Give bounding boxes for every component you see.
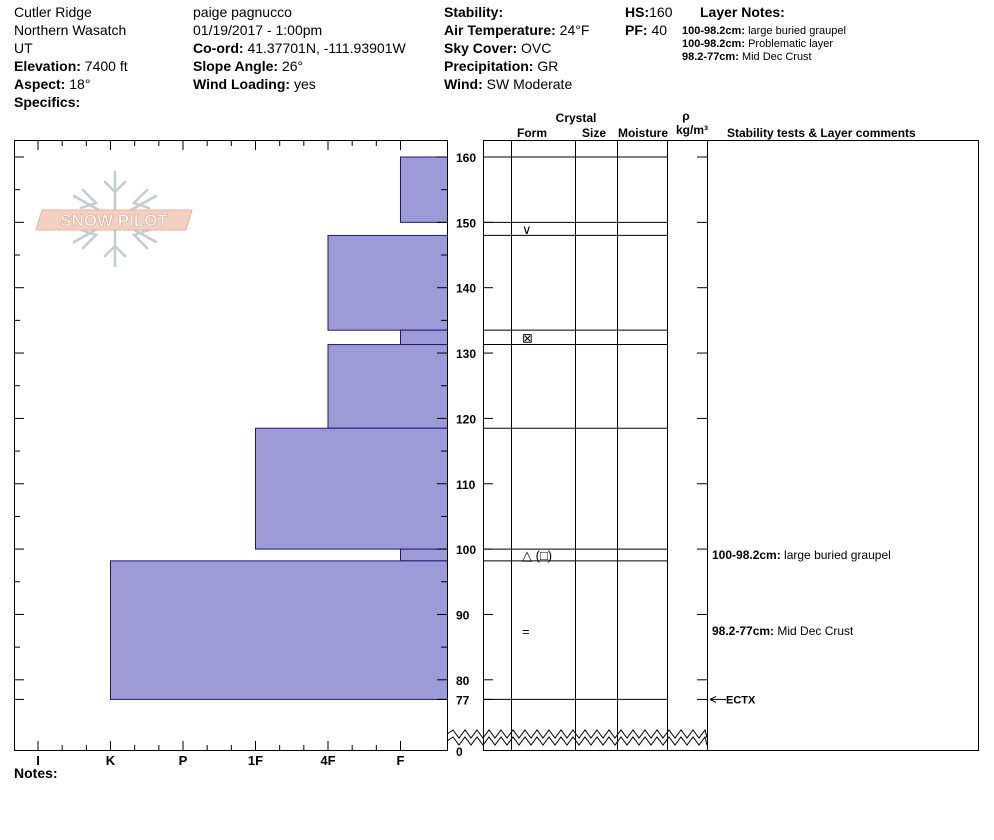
coord-value: 41.37701N, -111.93901W	[247, 40, 406, 56]
height-label-140: 140	[456, 281, 477, 296]
height-label-80: 80	[456, 673, 470, 688]
logo-text: SNOW PILOT	[60, 211, 168, 230]
mountain-range: Northern Wasatch	[14, 22, 127, 38]
hardness-axis-label-I: I	[36, 753, 40, 768]
height-label-77: 77	[456, 693, 470, 708]
hardness-axis-label-K: K	[105, 753, 116, 768]
pf-label: PF:	[625, 22, 648, 38]
notes-label: Notes:	[14, 765, 58, 781]
height-label-90: 90	[456, 608, 470, 623]
crystal-form-symbol-3: =	[522, 623, 530, 639]
hardness-layer-bar-0	[401, 157, 448, 222]
moisture-header: Moisture	[617, 126, 669, 140]
wind-label: Wind:	[444, 76, 483, 92]
layer-notes-title: Layer Notes:	[700, 4, 785, 20]
wind-loading-label: Wind Loading:	[193, 76, 291, 92]
crystal-header: Crystal	[555, 111, 597, 125]
wind-value: SW Moderate	[486, 76, 573, 92]
crystal-form-symbol-2: △ (□)	[522, 547, 553, 563]
air-temp-value: 24°F	[559, 22, 590, 38]
crystal-form-symbol-0: ∨	[522, 221, 532, 237]
hardness-axis-label-F: F	[396, 753, 405, 768]
aspect-label: Aspect:	[14, 76, 66, 92]
layer-comment-text: Mid Dec Crust	[777, 623, 854, 638]
layer-note-1: 100-98.2cm: large buried graupel	[682, 25, 846, 37]
layer-comment-0	[712, 548, 891, 562]
height-label-110: 110	[456, 477, 476, 492]
hardness-layer-bar-3	[401, 330, 448, 344]
location-name: Cutler Ridge	[14, 4, 92, 20]
stratigraphy-frame	[484, 141, 979, 751]
size-header: Size	[581, 126, 607, 140]
air-temp-label: Air Temperature:	[444, 22, 556, 38]
hardness-layer-bar-5	[256, 428, 448, 549]
stability-test-label-0: ECTX	[726, 694, 756, 707]
wind-loading-value: yes	[293, 76, 316, 92]
comments-header: Stability tests & Layer comments	[727, 126, 916, 140]
density-unit-header: kg/m³	[675, 123, 709, 137]
layer-comment-text: large buried graupel	[784, 547, 891, 562]
precip-label: Precipitation:	[444, 58, 534, 74]
layer-note-2: 100-98.2cm: Problematic layer	[682, 38, 834, 50]
layer-comment-range: 100-98.2cm:	[712, 547, 785, 562]
stability-label: Stability:	[444, 4, 504, 20]
hardness-axis-label-4F: 4F	[320, 753, 336, 768]
observation-datetime: 01/19/2017 - 1:00pm	[193, 22, 323, 38]
sky-cover-label: Sky Cover:	[444, 40, 518, 56]
height-label-120: 120	[456, 412, 477, 427]
slope-label: Slope Angle:	[193, 58, 279, 74]
form-header: Form	[517, 126, 547, 140]
elevation-label: Elevation:	[14, 58, 81, 74]
snow-pilot-logo	[36, 172, 192, 266]
hardness-axis-label-1F: 1F	[247, 753, 264, 768]
height-label-100: 100	[456, 543, 477, 558]
layer-note-3: 98.2-77cm: Mid Dec Crust	[682, 51, 812, 63]
aspect-value: 18°	[69, 76, 91, 92]
layer-comment-1	[712, 624, 854, 638]
pf-value: 40	[651, 22, 668, 38]
hardness-axis-label-P: P	[178, 753, 188, 768]
precip-value: GR	[537, 58, 559, 74]
hardness-layer-bar-7	[111, 561, 448, 700]
hs-label: HS:	[625, 4, 650, 20]
state: UT	[14, 40, 33, 56]
hardness-bars	[111, 157, 448, 699]
height-label-130: 130	[456, 347, 477, 362]
hardness-layer-bar-6	[401, 549, 448, 561]
hs-value: 160	[649, 4, 673, 20]
hardness-layer-bar-2	[328, 235, 448, 330]
sky-cover-value: OVC	[521, 40, 552, 56]
height-label-150: 150	[456, 216, 477, 231]
elevation-value: 7400 ft	[84, 58, 128, 74]
slope-value: 26°	[281, 58, 304, 74]
specifics-label: Specifics:	[14, 94, 81, 110]
rho-header: ρ	[682, 109, 690, 123]
crystal-form-symbol-1: ⊠	[522, 330, 533, 346]
coord-label: Co-ord:	[193, 40, 244, 56]
height-label-0: 0	[456, 745, 463, 759]
observer-name: paige pagnucco	[193, 4, 292, 20]
height-label-160: 160	[456, 151, 477, 165]
hardness-layer-bar-4	[328, 345, 448, 429]
layer-comment-range: 98.2-77cm:	[712, 623, 778, 638]
